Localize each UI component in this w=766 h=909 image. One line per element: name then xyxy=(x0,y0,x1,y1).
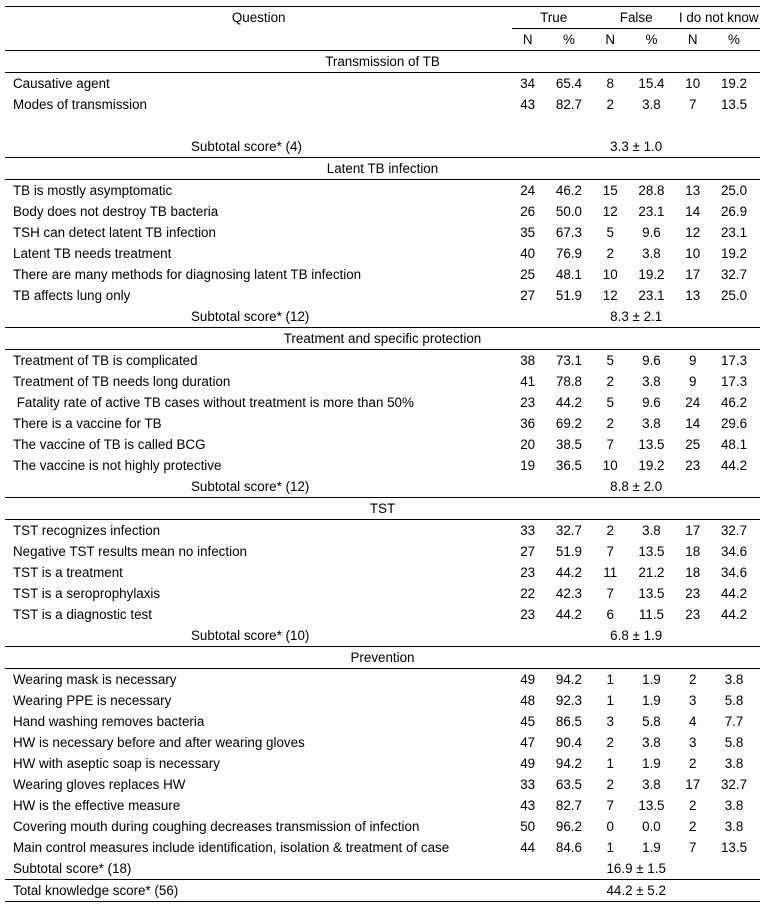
true-pct-cell: 46.2 xyxy=(555,183,582,198)
dk-pct-cell: 19.2 xyxy=(720,76,748,91)
false-n-cell: 2 xyxy=(606,523,614,538)
true-pct-cell: 78.8 xyxy=(555,374,582,389)
false-pct-cell: 11.5 xyxy=(638,607,664,622)
false-pct-cell: 1.9 xyxy=(642,672,661,687)
true-pct-cell: 36.5 xyxy=(555,458,582,473)
section-title-row xyxy=(5,51,760,73)
subtotal-value: 3.3 ± 1.0 xyxy=(512,136,760,158)
dk-pct-cell: 19.2 xyxy=(720,246,748,261)
false-pct-cell: 21.2 xyxy=(638,565,665,580)
question-cell: HW is the effective measure xyxy=(13,798,181,813)
question-cell: TSH can detect latent TB infection xyxy=(13,225,216,240)
true-n-cell: 23 xyxy=(520,565,536,580)
true-n-cell: 45 xyxy=(520,714,536,729)
false-n-cell: 12 xyxy=(602,204,618,219)
true-pct-cell: 69.2 xyxy=(555,416,582,431)
question-cell: Body does not destroy TB bacteria xyxy=(13,204,219,219)
question-cell: Fatality rate of active TB cases without treatment is more than 50% xyxy=(13,395,414,410)
dk-n-cell: 12 xyxy=(685,225,701,240)
false-pct-cell: 13.5 xyxy=(638,798,665,813)
dk-n-cell: 3 xyxy=(688,735,697,750)
dk-pct-cell: 32.7 xyxy=(720,523,748,538)
true-n-cell: 22 xyxy=(520,586,536,601)
true-n-cell: 23 xyxy=(520,607,536,622)
section-title: Transmission of TB xyxy=(5,51,760,73)
section-title-row xyxy=(5,647,760,669)
false-pct-cell: 1.9 xyxy=(642,693,661,708)
table-row xyxy=(5,690,760,711)
spacer-row xyxy=(5,115,760,136)
false-pct-cell: 28.8 xyxy=(638,183,665,198)
true-pct-cell: 50.0 xyxy=(555,204,582,219)
false-n-cell: 1 xyxy=(606,840,614,855)
question-cell: The vaccine is not highly protective xyxy=(13,458,222,473)
true-pct-cell: 44.2 xyxy=(555,565,582,580)
true-n-cell: 40 xyxy=(520,246,536,261)
table-row xyxy=(5,520,760,542)
dk-pct-cell: 32.7 xyxy=(720,267,748,282)
true-n-cell: 33 xyxy=(520,777,536,792)
true-n-cell: 27 xyxy=(520,288,536,303)
blank-header-cell xyxy=(5,29,512,51)
table-row xyxy=(5,73,760,95)
question-cell: There is a vaccine for TB xyxy=(13,416,162,431)
false-n-cell: 5 xyxy=(606,353,614,368)
table-row xyxy=(5,583,760,604)
false-n-cell: 7 xyxy=(606,544,614,559)
dk-pct-cell: 44.2 xyxy=(720,586,748,601)
question-cell: Covering mouth during coughing decreases transmission of infection xyxy=(13,819,420,834)
question-cell: Treatment of TB needs long duration xyxy=(13,374,231,389)
false-n-cell: 1 xyxy=(606,693,614,708)
dk-pct-cell: 5.8 xyxy=(724,693,744,708)
subtotal-row xyxy=(5,306,760,328)
true-pct-cell: 48.1 xyxy=(555,267,582,282)
false-pct-cell: 5.8 xyxy=(642,714,661,729)
dk-pct-cell: 34.6 xyxy=(720,544,748,559)
false-pct-cell: 3.8 xyxy=(642,777,661,792)
false-pct-cell: 19.2 xyxy=(638,267,665,282)
dk-pct-cell: 46.2 xyxy=(720,395,748,410)
false-pct-cell: 15.4 xyxy=(638,76,665,91)
knowledge-table-wrapper xyxy=(5,6,760,902)
true-n-cell: 48 xyxy=(520,693,536,708)
question-cell: TST recognizes infection xyxy=(13,523,161,538)
true-n-cell: 47 xyxy=(520,735,536,750)
false-n-cell: 12 xyxy=(602,288,618,303)
table-row xyxy=(5,392,760,413)
dk-pct-cell: 44.2 xyxy=(720,458,748,473)
question-header: Question xyxy=(5,7,512,29)
dk-pct-cell: 34.6 xyxy=(720,565,748,580)
false-pct-cell: 9.6 xyxy=(642,353,661,368)
spacer-cell xyxy=(5,115,760,136)
table-row xyxy=(5,732,760,753)
dk-n-cell: 14 xyxy=(685,204,701,219)
table-header xyxy=(5,7,760,51)
table-row xyxy=(5,350,760,372)
dk-pct-cell: 25.0 xyxy=(720,183,748,198)
true-pct-cell: 94.2 xyxy=(555,672,582,687)
subtotal-label: Subtotal score* (10) xyxy=(5,625,512,647)
question-cell: TB affects lung only xyxy=(13,288,131,303)
true-n-cell: 49 xyxy=(520,672,536,687)
true-pct-cell: 84.6 xyxy=(555,840,582,855)
false-n-cell: 2 xyxy=(606,97,614,112)
false-n-cell: 10 xyxy=(602,267,618,282)
dk-pct-cell: 17.3 xyxy=(720,374,748,389)
question-cell: There are many methods for diagnosing latent TB infection xyxy=(13,267,362,282)
false-n-cell: 2 xyxy=(606,416,614,431)
section-title: TST xyxy=(5,498,760,520)
question-cell: Causative agent xyxy=(13,76,110,91)
dk-pct-cell: 3.8 xyxy=(724,756,744,771)
true-pct-cell: 86.5 xyxy=(555,714,582,729)
dk-pct-cell: 29.6 xyxy=(720,416,748,431)
table-row xyxy=(5,837,760,858)
pct-header: % xyxy=(543,29,595,51)
total-value: 44.2 ± 5.2 xyxy=(512,880,760,902)
table-row xyxy=(5,604,760,625)
false-pct-cell: 13.5 xyxy=(638,437,665,452)
true-pct-cell: 32.7 xyxy=(555,523,582,538)
true-pct-cell: 44.2 xyxy=(555,607,582,622)
false-n-cell: 0 xyxy=(606,819,614,834)
table-row xyxy=(5,413,760,434)
false-n-cell: 2 xyxy=(606,735,614,750)
dk-n-cell: 9 xyxy=(688,374,697,389)
true-pct-cell: 63.5 xyxy=(555,777,582,792)
dk-n-cell: 18 xyxy=(685,544,701,559)
table-row xyxy=(5,243,760,264)
true-n-cell: 34 xyxy=(520,76,536,91)
question-cell: TB is mostly asymptomatic xyxy=(13,183,173,198)
false-pct-cell: 3.8 xyxy=(642,735,661,750)
dk-n-cell: 7 xyxy=(688,840,697,855)
table-row xyxy=(5,371,760,392)
question-cell: Hand washing removes bacteria xyxy=(13,714,205,729)
question-cell: Main control measures include identification, isolation & treatment of case xyxy=(13,840,450,855)
false-n-cell: 10 xyxy=(602,458,618,473)
table-row xyxy=(5,816,760,837)
table-row xyxy=(5,285,760,306)
dk-n-cell: 24 xyxy=(685,395,701,410)
section-title: Prevention xyxy=(5,647,760,669)
subtotal-value: 6.8 ± 1.9 xyxy=(512,625,760,647)
false-pct-cell: 1.9 xyxy=(642,840,661,855)
dk-pct-cell: 3.8 xyxy=(724,672,744,687)
true-pct-cell: 67.3 xyxy=(555,225,582,240)
dk-n-cell: 17 xyxy=(685,267,701,282)
question-cell: The vaccine of TB is called BCG xyxy=(13,437,206,452)
dk-n-cell: 2 xyxy=(688,756,697,771)
dk-header: I do not know xyxy=(677,7,760,29)
dk-pct-cell: 13.5 xyxy=(720,97,748,112)
false-pct-cell: 3.8 xyxy=(642,246,661,261)
dk-n-cell: 23 xyxy=(685,458,701,473)
false-n-cell: 15 xyxy=(602,183,618,198)
true-pct-cell: 90.4 xyxy=(555,735,582,750)
table-row xyxy=(5,455,760,476)
false-n-cell: 7 xyxy=(606,586,614,601)
true-pct-cell: 51.9 xyxy=(555,544,582,559)
true-pct-cell: 94.2 xyxy=(555,756,582,771)
section-title-row xyxy=(5,158,760,180)
table-row xyxy=(5,562,760,583)
dk-pct-cell: 25.0 xyxy=(720,288,748,303)
false-n-cell: 2 xyxy=(606,777,614,792)
n-header: N xyxy=(512,29,543,51)
dk-n-cell: 17 xyxy=(685,777,701,792)
dk-pct-cell: 5.8 xyxy=(724,735,744,750)
false-n-cell: 1 xyxy=(606,756,614,771)
true-pct-cell: 92.3 xyxy=(555,693,582,708)
false-pct-cell: 3.8 xyxy=(642,97,661,112)
false-n-cell: 1 xyxy=(606,672,614,687)
subtotal-label: Subtotal score* (18) xyxy=(5,858,512,880)
dk-n-cell: 2 xyxy=(688,672,697,687)
question-cell: Wearing mask is necessary xyxy=(13,672,177,687)
n-header: N xyxy=(595,29,626,51)
true-n-cell: 38 xyxy=(520,353,536,368)
section-title-row xyxy=(5,498,760,520)
question-cell: Latent TB needs treatment xyxy=(13,246,172,261)
true-pct-cell: 42.3 xyxy=(555,586,582,601)
dk-n-cell: 2 xyxy=(688,798,697,813)
table-row xyxy=(5,180,760,202)
false-n-cell: 8 xyxy=(606,76,614,91)
true-pct-cell: 96.2 xyxy=(555,819,582,834)
question-cell: HW with aseptic soap is necessary xyxy=(13,756,220,771)
true-pct-cell: 82.7 xyxy=(555,97,582,112)
question-cell: Negative TST results mean no infection xyxy=(13,544,247,559)
section-title-row xyxy=(5,328,760,350)
table-row xyxy=(5,669,760,691)
true-header: True xyxy=(512,7,595,29)
true-n-cell: 36 xyxy=(520,416,536,431)
total-row xyxy=(5,880,760,902)
subtotal-label: Subtotal score* (12) xyxy=(5,306,512,328)
false-n-cell: 5 xyxy=(606,395,614,410)
true-n-cell: 24 xyxy=(520,183,536,198)
table-row xyxy=(5,541,760,562)
true-n-cell: 43 xyxy=(520,97,536,112)
false-pct-cell: 9.6 xyxy=(642,395,661,410)
question-cell: Treatment of TB is complicated xyxy=(13,353,198,368)
false-n-cell: 6 xyxy=(606,607,614,622)
table-body xyxy=(5,51,760,902)
true-n-cell: 44 xyxy=(520,840,536,855)
question-cell: TST is a diagnostic test xyxy=(13,607,152,622)
dk-n-cell: 10 xyxy=(685,246,701,261)
dk-n-cell: 13 xyxy=(685,288,701,303)
false-n-cell: 2 xyxy=(606,246,614,261)
true-n-cell: 35 xyxy=(520,225,536,240)
true-pct-cell: 76.9 xyxy=(555,246,582,261)
true-pct-cell: 44.2 xyxy=(555,395,582,410)
true-n-cell: 43 xyxy=(520,798,536,813)
true-n-cell: 33 xyxy=(520,523,536,538)
true-n-cell: 20 xyxy=(520,437,536,452)
true-n-cell: 25 xyxy=(520,267,536,282)
false-pct-cell: 9.6 xyxy=(642,225,661,240)
dk-n-cell: 23 xyxy=(685,607,701,622)
dk-n-cell: 2 xyxy=(688,819,697,834)
true-pct-cell: 73.1 xyxy=(555,353,582,368)
false-pct-cell: 3.8 xyxy=(642,523,661,538)
section-title: Latent TB infection xyxy=(5,158,760,180)
false-pct-cell: 1.9 xyxy=(642,756,661,771)
dk-n-cell: 9 xyxy=(688,353,697,368)
true-n-cell: 19 xyxy=(520,458,536,473)
dk-n-cell: 7 xyxy=(688,97,697,112)
dk-n-cell: 14 xyxy=(685,416,701,431)
dk-pct-cell: 13.5 xyxy=(720,840,748,855)
dk-n-cell: 18 xyxy=(685,565,701,580)
false-n-cell: 11 xyxy=(603,565,618,580)
table-row xyxy=(5,774,760,795)
table-row xyxy=(5,201,760,222)
false-n-cell: 2 xyxy=(606,374,614,389)
subtotal-row xyxy=(5,625,760,647)
n-header: N xyxy=(677,29,708,51)
false-pct-cell: 13.5 xyxy=(638,586,665,601)
dk-n-cell: 13 xyxy=(685,183,701,198)
dk-pct-cell: 32.7 xyxy=(720,777,748,792)
section-title: Treatment and specific protection xyxy=(5,328,760,350)
question-cell: TST is a seroprophylaxis xyxy=(13,586,161,601)
false-header: False xyxy=(595,7,678,29)
true-n-cell: 41 xyxy=(520,374,536,389)
subtotal-value: 16.9 ± 1.5 xyxy=(512,858,760,880)
dk-n-cell: 25 xyxy=(685,437,701,452)
true-n-cell: 49 xyxy=(520,756,536,771)
dk-n-cell: 10 xyxy=(685,76,701,91)
true-pct-cell: 65.4 xyxy=(555,76,582,91)
pct-header: % xyxy=(708,29,760,51)
true-pct-cell: 38.5 xyxy=(555,437,582,452)
dk-n-cell: 23 xyxy=(685,586,701,601)
false-n-cell: 7 xyxy=(606,798,614,813)
question-cell: Modes of transmission xyxy=(13,97,147,112)
false-pct-cell: 23.1 xyxy=(638,204,665,219)
question-cell: HW is necessary before and after wearing gloves xyxy=(13,735,305,750)
true-n-cell: 27 xyxy=(520,544,536,559)
subtotal-value: 8.8 ± 2.0 xyxy=(512,476,760,498)
true-n-cell: 23 xyxy=(520,395,536,410)
pct-header: % xyxy=(625,29,677,51)
false-pct-cell: 13.5 xyxy=(638,544,665,559)
false-pct-cell: 3.8 xyxy=(642,374,661,389)
subtotal-label: Subtotal score* (12) xyxy=(5,476,512,498)
subtotal-label: Subtotal score* (4) xyxy=(5,136,512,158)
table-row xyxy=(5,222,760,243)
false-n-cell: 3 xyxy=(606,714,614,729)
table-row xyxy=(5,711,760,732)
false-pct-cell: 23.1 xyxy=(638,288,665,303)
dk-n-cell: 3 xyxy=(688,693,697,708)
true-pct-cell: 82.7 xyxy=(555,798,582,813)
dk-pct-cell: 3.8 xyxy=(724,798,744,813)
false-pct-cell: 19.2 xyxy=(638,458,665,473)
table-row xyxy=(5,753,760,774)
dk-n-cell: 4 xyxy=(688,714,697,729)
table-row xyxy=(5,434,760,455)
dk-pct-cell: 3.8 xyxy=(724,819,744,834)
dk-pct-cell: 17.3 xyxy=(720,353,748,368)
dk-pct-cell: 7.7 xyxy=(724,714,744,729)
total-label: Total knowledge score* (56) xyxy=(5,880,512,902)
table-row xyxy=(5,264,760,285)
true-n-cell: 50 xyxy=(520,819,536,834)
subtotal-row xyxy=(5,136,760,158)
question-cell: Wearing PPE is necessary xyxy=(13,693,172,708)
dk-pct-cell: 48.1 xyxy=(720,437,748,452)
dk-n-cell: 17 xyxy=(685,523,701,538)
subtotal-row xyxy=(5,476,760,498)
false-pct-cell: 0.0 xyxy=(642,819,661,834)
dk-pct-cell: 44.2 xyxy=(720,607,748,622)
question-cell: Wearing gloves replaces HW xyxy=(13,777,186,792)
table-row xyxy=(5,795,760,816)
knowledge-table xyxy=(5,6,760,902)
dk-pct-cell: 26.9 xyxy=(720,204,748,219)
question-cell: TST is a treatment xyxy=(13,565,123,580)
dk-pct-cell: 23.1 xyxy=(720,225,748,240)
true-pct-cell: 51.9 xyxy=(555,288,582,303)
subtotal-row xyxy=(5,858,760,880)
false-n-cell: 7 xyxy=(606,437,614,452)
true-n-cell: 26 xyxy=(520,204,536,219)
false-n-cell: 5 xyxy=(606,225,614,240)
table-row xyxy=(5,94,760,115)
subtotal-value: 8.3 ± 2.1 xyxy=(512,306,760,328)
false-pct-cell: 3.8 xyxy=(642,416,661,431)
